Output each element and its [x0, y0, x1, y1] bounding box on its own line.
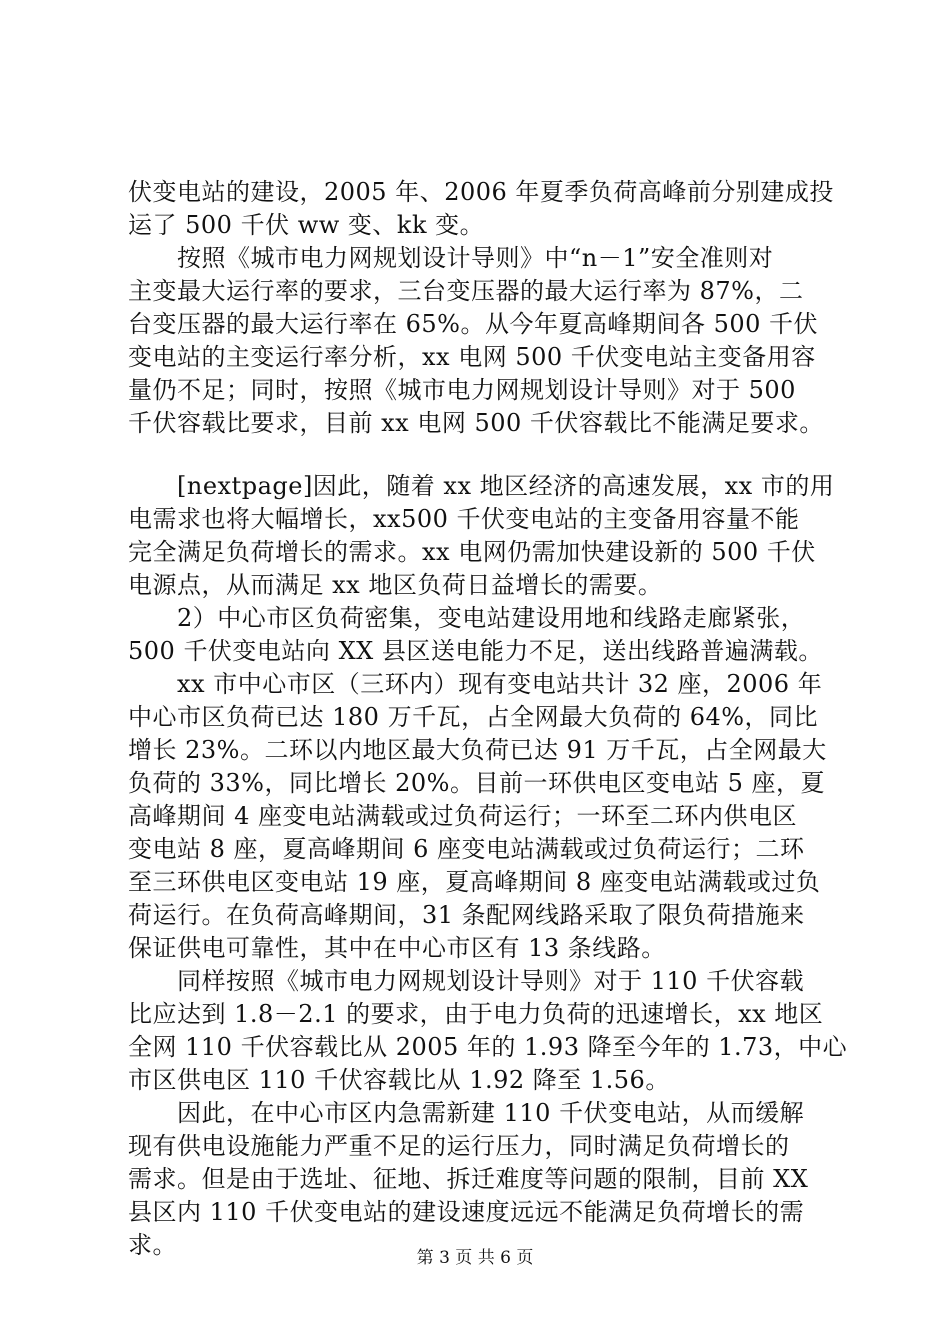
text-line: [nextpage]因此，随着 xx 地区经济的高速发展，xx 市的用: [128, 472, 835, 500]
text-line: 变电站 8 座，夏高峰期间 6 座变电站满载或过负荷运行；二环: [128, 835, 805, 863]
text-line: 变电站的主变运行率分析，xx 电网 500 千伏变电站主变备用容: [128, 343, 816, 371]
text-line: 市区供电区 110 千伏容载比从 1.92 降至 1.56。: [128, 1066, 670, 1094]
text-line: 500 千伏变电站向 XX 县区送电能力不足，送出线路普遍满载。: [128, 637, 823, 665]
page-footer: 第 3 页 共 6 页: [416, 1248, 534, 1268]
text-line: 保证供电可靠性，其中在中心市区有 13 条线路。: [128, 934, 666, 962]
text-line: 高峰期间 4 座变电站满载或过负荷运行；一环至二环内供电区: [128, 802, 798, 830]
text-line: 现有供电设施能力严重不足的运行压力，同时满足负荷增长的: [128, 1132, 790, 1160]
text-line: 同样按照《城市电力网规划设计导则》对于 110 千伏容载: [128, 967, 805, 995]
paragraph-gap: [128, 440, 834, 470]
text-line: 按照《城市电力网规划设计导则》中“n－1”安全准则对: [128, 244, 774, 272]
text-line: 负荷的 33%，同比增长 20%。目前一环供电区变电站 5 座，夏: [128, 769, 825, 797]
text-line: 比应达到 1.8－2.1 的要求，由于电力负荷的迅速增长，xx 地区: [128, 1000, 824, 1028]
text-line: 中心市区负荷已达 180 万千瓦，占全网最大负荷的 64%，同比: [128, 703, 819, 731]
text-line: 县区内 110 千伏变电站的建设速度远远不能满足负荷增长的需: [128, 1198, 805, 1226]
document-body: [128, 176, 848, 1262]
text-line: 2）中心市区负荷密集，变电站建设用地和线路走廊紧张，: [128, 604, 806, 632]
text-line: 至三环供电区变电站 19 座，夏高峰期间 8 座变电站满载或过负: [128, 868, 821, 896]
text-line: 增长 23%。二环以内地区最大负荷已达 91 万千瓦，占全网最大: [128, 736, 827, 764]
text-line: 求。: [128, 1231, 177, 1259]
text-line: xx 市中心市区（三环内）现有变电站共计 32 座，2006 年: [128, 670, 823, 698]
text-line: 全网 110 千伏容载比从 2005 年的 1.93 降至今年的 1.73，中心: [128, 1033, 848, 1061]
text-line: 主变最大运行率的要求，三台变压器的最大运行率为 87%，二: [128, 277, 804, 305]
text-line: 完全满足负荷增长的需求。xx 电网仍需加快建设新的 500 千伏: [128, 538, 816, 566]
text-line: 需求。但是由于选址、征地、拆迁难度等问题的限制，目前 XX: [128, 1165, 809, 1193]
text-line: 荷运行。在负荷高峰期间，31 条配网线路采取了限负荷措施来: [128, 901, 805, 929]
text-line: 台变压器的最大运行率在 65%。从今年夏高峰期间各 500 千伏: [128, 310, 819, 338]
text-line: 伏变电站的建设，2005 年、2006 年夏季负荷高峰前分别建成投: [128, 178, 834, 206]
text-line: 千伏容载比要求，目前 xx 电网 500 千伏容载比不能满足要求。: [128, 409, 824, 437]
text-line: 电需求也将大幅增长，xx500 千伏变电站的主变备用容量不能: [128, 505, 800, 533]
text-line: 因此，在中心市区内急需新建 110 千伏变电站，从而缓解: [128, 1099, 805, 1127]
text-line: 量仍不足；同时，按照《城市电力网规划设计导则》对于 500: [128, 376, 796, 404]
text-line: 运了 500 千伏 ww 变、kk 变。: [128, 211, 485, 239]
text-line: 电源点，从而满足 xx 地区负荷日益增长的需要。: [128, 571, 663, 599]
